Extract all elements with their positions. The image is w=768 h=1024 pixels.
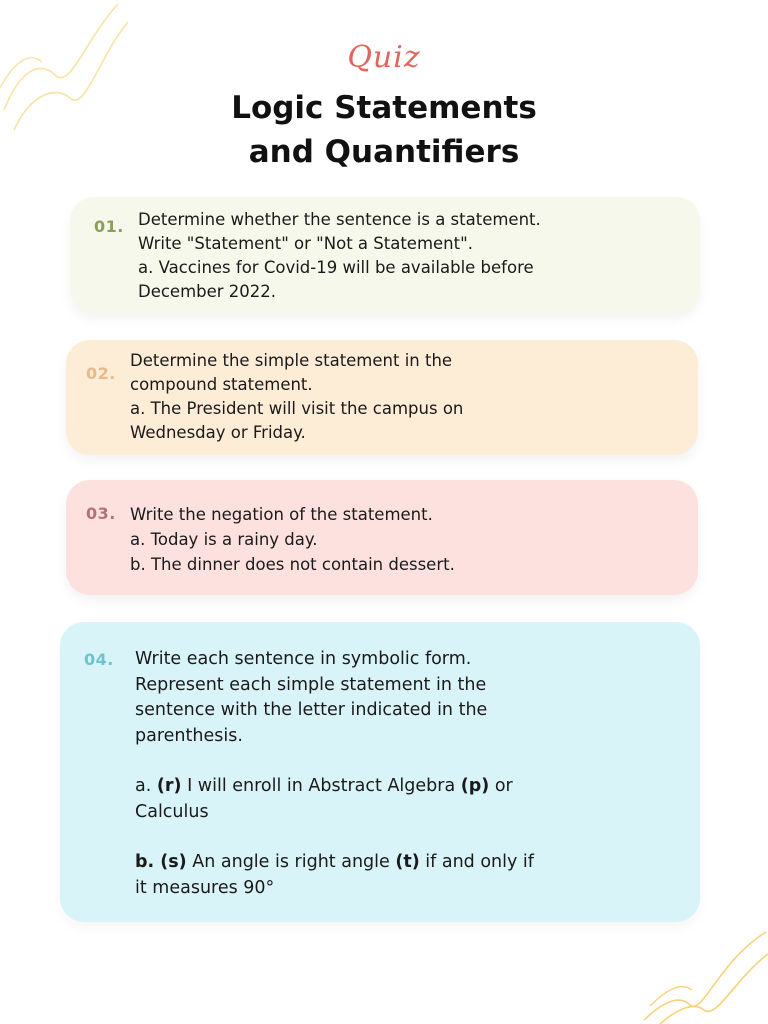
question-1-line: December 2022. [138, 282, 277, 301]
item-a-text: I will enroll in Abstract Algebra [181, 776, 461, 796]
variable-t: (t) [395, 852, 420, 872]
quiz-kicker: Quiz [347, 40, 421, 75]
item-b-text: An angle is right angle [186, 852, 396, 872]
question-4-item-a-line2: Calculus [135, 801, 209, 822]
question-4-line: Represent each simple statement in the [135, 674, 487, 695]
question-2-line: Determine the simple statement in the [130, 351, 453, 370]
question-text-1 [138, 208, 541, 304]
item-b-prefix: b. (s) [135, 852, 187, 872]
question-1-line: Write "Statement" or "Not a Statement". [138, 234, 473, 253]
question-4-line: Write each sentence in symbolic form. [135, 649, 472, 669]
question-4-line: sentence with the letter indicated in the [135, 700, 488, 720]
variable-p: (p) [460, 776, 490, 796]
question-3-line: b. The dinner does not contain dessert. [130, 555, 455, 574]
variable-r: (r) [156, 776, 182, 796]
question-3-line: Write the negation of the statement. [130, 505, 433, 524]
question-number-3: 03. [86, 504, 116, 523]
question-number-2: 02. [86, 364, 116, 383]
question-text-3 [130, 502, 455, 577]
spacer [135, 749, 534, 774]
question-2-line: Wednesday or Friday. [130, 423, 306, 442]
question-number-1: 01. [94, 217, 124, 236]
spacer [135, 825, 534, 850]
item-a-end: or [489, 776, 513, 796]
decorative-swirl-bottom-right [640, 920, 768, 1024]
question-1-line: a. Vaccines for Covid-19 will be available before [138, 258, 534, 277]
item-a-prefix: a. [135, 776, 157, 796]
question-text-4 [135, 647, 534, 901]
question-4-line: parenthesis. [135, 725, 243, 746]
question-text-2 [130, 349, 463, 445]
question-3-line: a. Today is a rainy day. [130, 530, 318, 549]
question-4-item-b [135, 850, 534, 876]
item-b-end: if and only if [419, 852, 534, 872]
question-2-line: a. The President will visit the campus on [130, 399, 464, 418]
title-line-2: and Quantifiers [248, 134, 520, 170]
question-2-line: compound statement. [130, 375, 313, 394]
page-title [0, 86, 768, 174]
question-1-line: Determine whether the sentence is a statement. [138, 210, 541, 229]
question-number-4: 04. [84, 650, 114, 669]
title-line-1: Logic Statements [231, 90, 537, 126]
question-4-item-b-line2: it measures 90° [135, 877, 275, 898]
question-4-item-a [135, 774, 534, 800]
